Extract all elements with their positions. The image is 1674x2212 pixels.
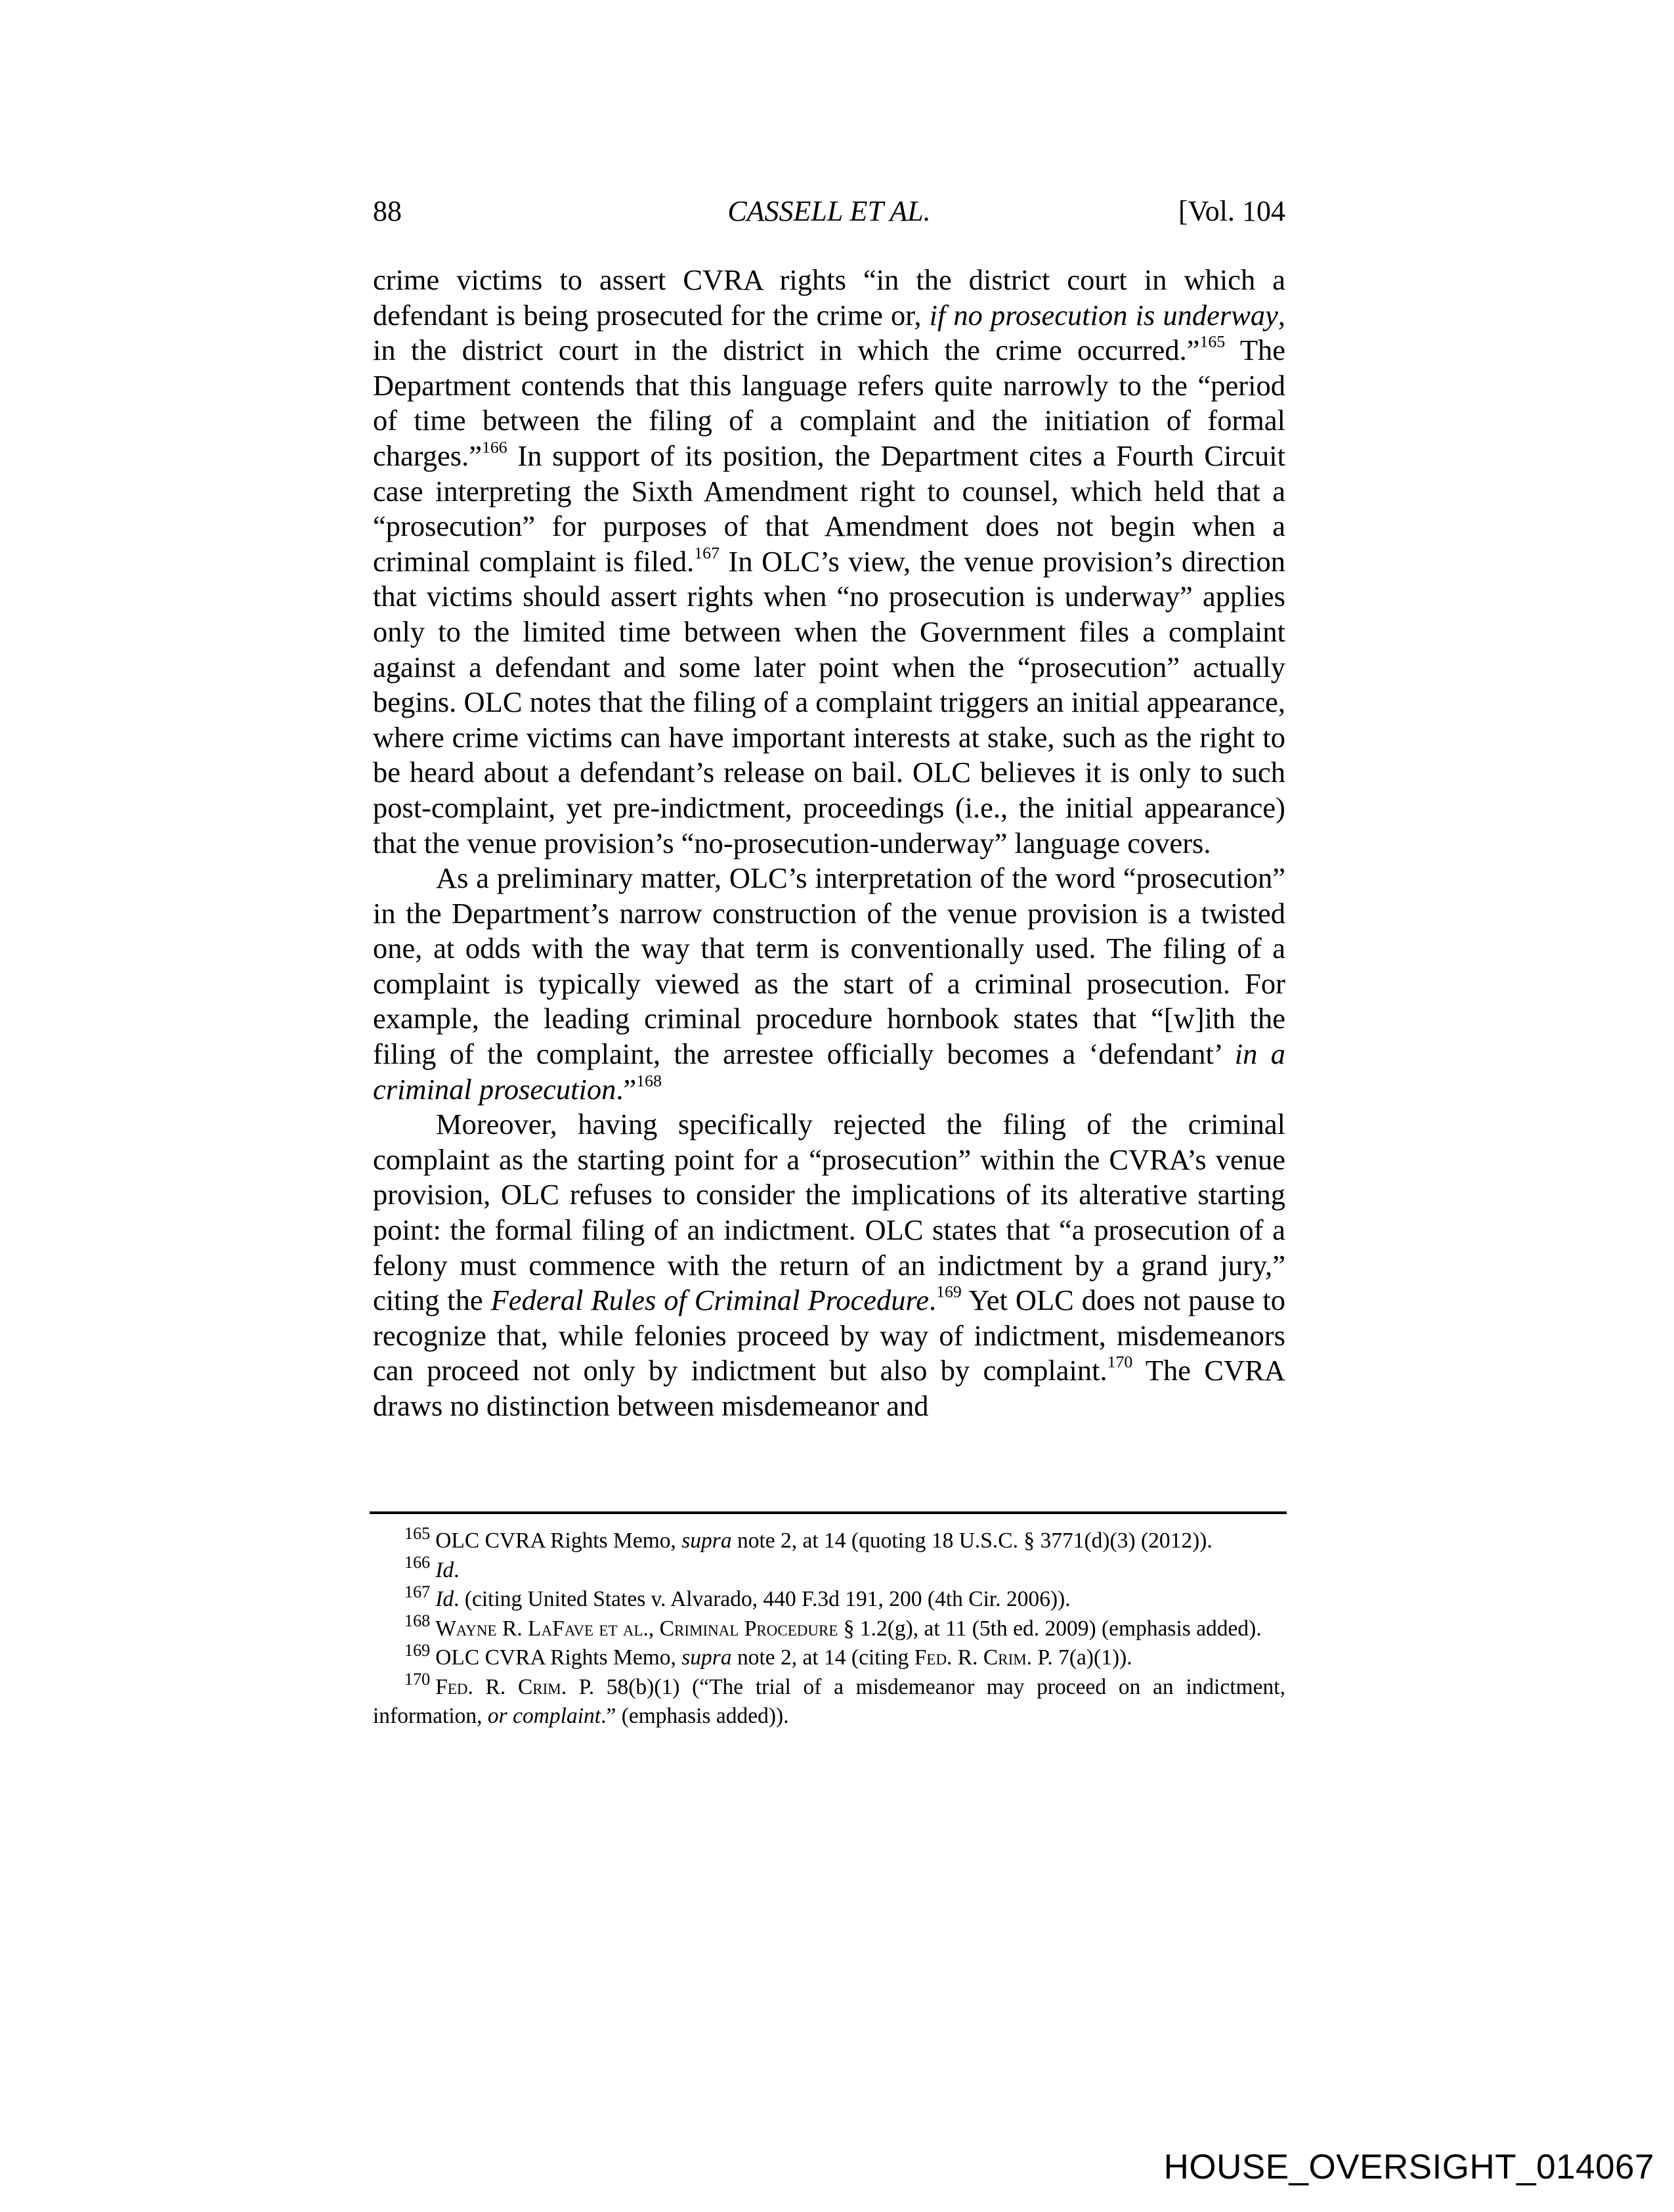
footnotes	[373, 1523, 1285, 1731]
text-run: The CVRA draws no distinction between misdemeanor and	[373, 1354, 1285, 1422]
italic-text: or complaint	[487, 1704, 601, 1728]
footnote-reference: 168	[636, 1071, 662, 1091]
small-caps-text: Wayne R. LaFave et al., Criminal Procedure	[435, 1616, 838, 1641]
footnote-number: 169	[404, 1640, 431, 1660]
page-number: 88	[373, 195, 402, 227]
italic-text: Id	[435, 1557, 454, 1582]
text-run: crime victims to assert CVRA rights “in the district court in which a defendant is being prosecuted for the crime or,	[373, 263, 1285, 332]
small-caps-text: Fed. R. Crim.	[914, 1645, 1033, 1670]
footnote-reference: 166	[481, 437, 507, 457]
text-run: . (citing United States v. Alvarado, 440 F.3d 191, 200 (4th Cir. 2006)).	[454, 1587, 1071, 1611]
italic-text: in a criminal prosecution	[373, 1037, 1285, 1106]
text-run: Yet OLC does not pause to recognize that, while felonies proceed by way of indictment, misdemeanors can proceed not only by indictment but also by complaint.	[373, 1284, 1285, 1387]
italic-text: Id	[435, 1587, 454, 1611]
text-run: § 1.2(g), at 11 (5th ed. 2009) (emphasis added).	[838, 1616, 1262, 1641]
text-run: .	[454, 1557, 460, 1582]
footnote-number: 166	[404, 1553, 431, 1572]
paragraph	[373, 1107, 1285, 1423]
footnote	[373, 1553, 1285, 1586]
bates-stamp: HOUSE_OVERSIGHT_014067	[1163, 2148, 1654, 2186]
text-run: .”	[616, 1072, 637, 1106]
text-run: In support of its position, the Department cites a Fourth Circuit case interpreting the Sixth Amendment right to counsel, which held that a “prosecution” for purposes of that Amendment does not begin when a criminal complaint is filed.	[373, 439, 1285, 578]
text-run: .	[928, 1284, 937, 1317]
footnote-number: 168	[404, 1611, 431, 1631]
footnote-number: 167	[404, 1582, 431, 1601]
text-run: As a preliminary matter, OLC’s interpretation of the word “prosecution” in the Department’s narrow construction of the venue provision is a twisted one, at odds with the way that term is conventionally used. The filing of a complaint is typically viewed as the start of a criminal prosecution. For example, the leading criminal procedure hornbook states that “[w]ith the filing of the complaint, the arrestee officially becomes a ‘defendant’	[373, 861, 1285, 1071]
text-run: Moreover, having specifically rejected the filing of the criminal complaint as the starting point for a “prosecution” within the CVRA’s venue provision, OLC refuses to consider the implications of its alterative starting point: the formal filing of an indictment. OLC states that “a prosecution of a felony must commence with the return of an indictment by a grand jury,” citing the	[373, 1108, 1285, 1317]
italic-text: supra	[681, 1529, 732, 1553]
text-run: In OLC’s view, the venue provision’s direction that victims should assert rights when “no prosecution is underway” applies only to the limited time between when the Government files a complaint against a defendant and some later point when the “prosecution” actually begins. OLC notes that the filing of a complaint triggers an initial appearance, where crime victims can have important interests at stake, such as the right to be heard about a defendant’s release on bail. OLC believes it is only to such post-complaint, yet pre-indictment, proceedings (i.e., the initial appearance) that the venue provision’s “no-prosecution-underway” language covers.	[373, 544, 1285, 859]
italic-text: supra	[681, 1645, 732, 1670]
paragraph	[373, 263, 1285, 861]
footnote-reference: 167	[694, 543, 719, 563]
footnote	[373, 1582, 1285, 1615]
text-run: P. 58(b)(1) (“The trial of a misdemeanor may proceed on an indictment, information,	[373, 1674, 1285, 1728]
footnote	[373, 1640, 1285, 1673]
footnote-reference: 170	[1107, 1353, 1133, 1372]
footnote	[373, 1670, 1285, 1731]
text-run: OLC CVRA Rights Memo,	[435, 1529, 682, 1553]
text-run: note 2, at 14 (citing	[731, 1645, 914, 1670]
footnote-number: 165	[404, 1523, 431, 1543]
text-run: P. 7(a)(1)).	[1032, 1645, 1132, 1670]
italic-text: Federal Rules of Criminal Procedure	[490, 1284, 929, 1317]
body-text	[373, 263, 1285, 1424]
text-run: OLC CVRA Rights Memo,	[435, 1645, 682, 1670]
text-run: note 2, at 14 (quoting 18 U.S.C. § 3771(d)(3) (2012)).	[731, 1529, 1213, 1553]
text-run: The Department contends that this language refers quite narrowly to the “period of time between the filing of a complaint and the initiation of formal charges.”	[373, 334, 1285, 472]
footnote-divider	[370, 1511, 1287, 1514]
footnote	[373, 1611, 1285, 1644]
running-title: CASSELL ET AL.	[727, 195, 931, 227]
running-header	[373, 194, 1285, 234]
footnote-reference: 169	[936, 1282, 962, 1301]
volume-label: [Vol. 104	[1178, 195, 1285, 227]
footnote	[373, 1523, 1285, 1556]
text-run: .” (emphasis added)).	[601, 1704, 789, 1728]
footnote-reference: 165	[1199, 332, 1226, 351]
paragraph	[373, 861, 1285, 1107]
text-run: , in the district court in the district in which the crime occurred.”	[373, 298, 1286, 367]
footnote-number: 170	[404, 1670, 431, 1689]
small-caps-text: Fed. R. Crim.	[435, 1674, 567, 1699]
italic-text: if no prosecution is underway	[929, 298, 1278, 332]
